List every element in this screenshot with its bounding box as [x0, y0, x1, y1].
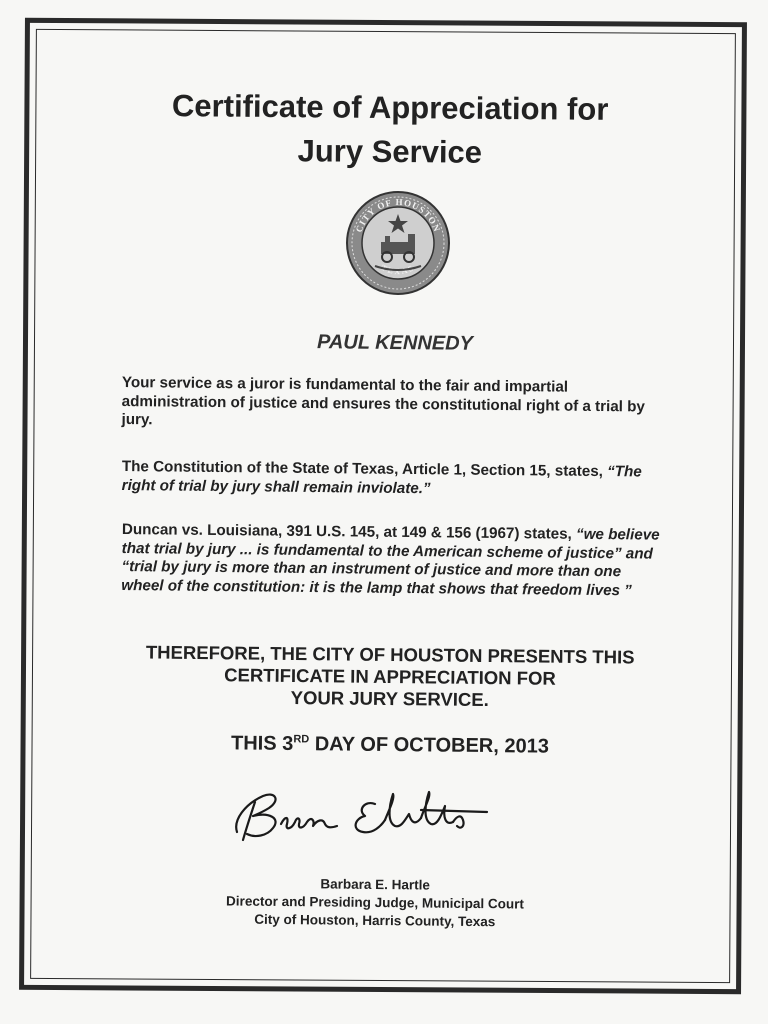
texas-constitution-quote: “The right of trial by jury shall remain inviolate.” — [121, 463, 642, 497]
certificate-date — [200, 732, 580, 759]
certificate-title — [80, 83, 701, 176]
date-superscript: RD — [293, 733, 310, 746]
signer-location: City of Houston, Harris County, Texas — [254, 911, 496, 930]
presentation-statement — [110, 641, 671, 713]
presentation-line-2: CERTIFICATE IN APPRECIATION FOR — [224, 664, 556, 689]
date-suffix: DAY OF OCTOBER, 2013 — [309, 733, 550, 758]
svg-text:CITY OF HOUSTON: CITY OF HOUSTON — [353, 196, 443, 234]
duncan-lead: Duncan vs. Louisiana, 391 U.S. 145, at 149 & 156 (1967) states, — [121, 521, 577, 543]
title-line-2: Jury Service — [297, 133, 483, 170]
duncan-quote: “we believe that trial by jury ... is fundamental to the American scheme of justice” and “trial by jury is more than an instrument of justice and more than one wheel of the constitution: it is the lamp that shows that freedom lives ” — [121, 525, 660, 599]
signer-name: Barbara E. Hartle — [320, 876, 431, 893]
svg-text:TEXAS: TEXAS — [379, 262, 417, 277]
paragraph-texas-constitution — [122, 458, 667, 501]
signature-icon — [225, 782, 505, 852]
presentation-line-1: THEREFORE, THE CITY OF HOUSTON PRESENTS THIS — [145, 641, 635, 668]
city-seal-icon — [345, 190, 451, 296]
signer-block — [190, 874, 561, 932]
presentation-line-3: YOUR JURY SERVICE. — [290, 686, 489, 711]
signer-title: Director and Presiding Judge, Municipal Court — [226, 893, 524, 912]
paragraph-duncan-louisiana — [121, 521, 667, 601]
texas-constitution-lead: The Constitution of the State of Texas, Article 1, Section 15, states, — [121, 458, 608, 481]
recipient-name: PAUL KENNEDY — [316, 331, 474, 355]
paragraph-juror-service: Your service as a juror is fundamental to the fair and impartial administration of justice and ensures the constitutional right of a trial by jury. — [121, 374, 645, 429]
title-line-1: Certificate of Appreciation for — [171, 88, 609, 127]
date-prefix: THIS 3 — [230, 732, 294, 755]
